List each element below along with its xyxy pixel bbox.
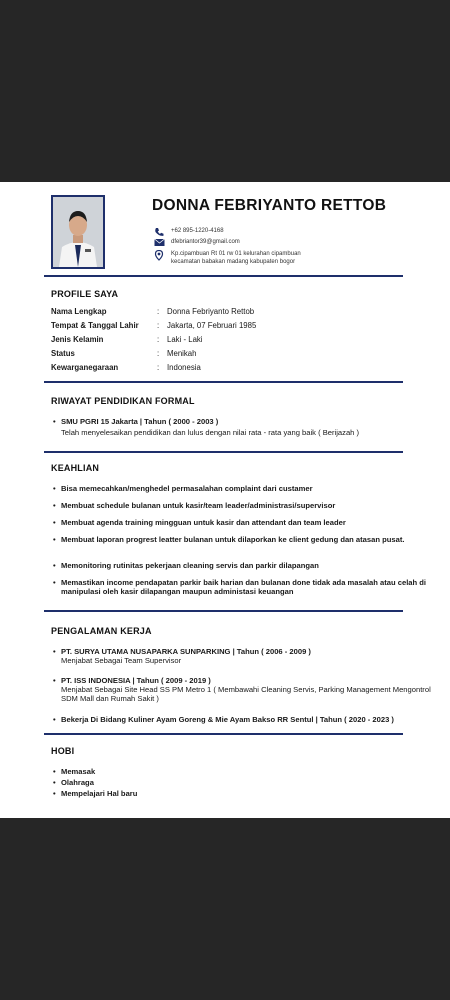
profile-label: Status <box>51 349 75 358</box>
profile-value: Indonesia <box>167 363 201 372</box>
resume-page <box>0 182 450 818</box>
email-icon <box>154 238 166 248</box>
bottom-dark-band <box>0 818 450 1000</box>
education-section-title: RIWAYAT PENDIDIKAN FORMAL <box>51 396 195 406</box>
profile-value: Jakarta, 07 Februari 1985 <box>167 321 257 330</box>
section-divider <box>44 733 403 735</box>
bullet-icon: • <box>53 715 56 724</box>
bullet-icon: • <box>53 561 56 570</box>
profile-label: Tempat & Tanggal Lahir <box>51 321 139 330</box>
profile-photo <box>51 195 105 269</box>
education-desc: Telah menyelesaikan pendidikan dan lulus dengan nilai rata - rata yang baik ( Berijazah ) <box>61 428 360 437</box>
full-name-heading: DONNA FEBRIYANTO RETTOB <box>152 197 387 214</box>
skill-text: Membuat schedule bulanan untuk kasir/team leader/administrasi/supervisor <box>61 501 336 510</box>
bullet-icon: • <box>53 578 56 587</box>
profile-value: Menikah <box>167 349 197 358</box>
skill-text: Memastikan income pendapatan parkir baik harian dan bulanan done tidak ada masalah atau celah di manipulasi oleh kasir dilapangan maupun administasi keuangan <box>61 578 427 596</box>
experience-section-title: PENGALAMAN KERJA <box>51 626 152 636</box>
profile-sep: : <box>157 335 160 344</box>
bullet-icon: • <box>53 535 56 544</box>
bullet-icon: • <box>53 767 56 776</box>
hobby-text: Olahraga <box>61 778 94 787</box>
phone-text: +62 895-1220-4168 <box>171 228 224 234</box>
experience-head: Bekerja Di Bidang Kuliner Ayam Goreng & Mie Ayam Bakso RR Sentul | Tahun ( 2020 - 2023 ) <box>61 715 394 724</box>
email-text: dfebriantor39@gmail.com <box>171 239 240 245</box>
hobby-text: Mempelajari Hal baru <box>61 789 138 798</box>
bullet-icon: • <box>53 647 56 656</box>
profile-sep: : <box>157 349 160 358</box>
bullet-icon: • <box>53 778 56 787</box>
section-divider <box>44 451 403 453</box>
bullet-icon: • <box>53 501 56 510</box>
skills-section-title: KEAHLIAN <box>51 463 100 473</box>
top-dark-band <box>0 0 450 182</box>
profile-value: Laki - Laki <box>167 335 203 344</box>
education-head: SMU PGRI 15 Jakarta | Tahun ( 2000 - 2003 ) <box>61 417 219 426</box>
skill-text: Membuat agenda training mingguan untuk kasir dan attendant dan team leader <box>61 518 346 527</box>
profile-sep: : <box>157 363 160 372</box>
profile-sep: : <box>157 321 160 330</box>
section-divider <box>44 381 403 383</box>
profile-value: Donna Febriyanto Rettob <box>167 307 255 316</box>
bullet-icon: • <box>53 484 56 493</box>
phone-icon <box>154 227 166 237</box>
address-line-1: Kp.cipambuan Rt 01 rw 01 kelurahan cipambuan <box>171 251 301 257</box>
bullet-icon: • <box>53 789 56 798</box>
experience-head: PT. ISS INDONESIA | Tahun ( 2009 - 2019 ) <box>61 676 211 685</box>
location-pin-icon <box>154 250 166 260</box>
experience-desc: Menjabat Sebagai Team Supervisor <box>61 656 182 665</box>
bullet-icon: • <box>53 417 56 426</box>
hobby-section-title: HOBI <box>51 746 75 756</box>
skill-text: Memonitoring rutinitas pekerjaan cleaning servis dan parkir dilapangan <box>61 561 319 570</box>
hobby-text: Memasak <box>61 767 96 776</box>
bullet-icon: • <box>53 518 56 527</box>
address-line-2: kecamatan babakan madang kabupaten bogor <box>171 259 296 265</box>
skill-text: Membuat laporan progrest leatter bulanan untuk dilaporkan ke client gedung dan atasan pusat. <box>61 535 405 544</box>
profile-label: Nama Lengkap <box>51 307 107 316</box>
profile-section-title: PROFILE SAYA <box>51 289 119 299</box>
skill-text: Bisa memecahkan/menghedel permasalahan complaint dari custamer <box>61 484 313 493</box>
section-divider <box>44 610 403 612</box>
bullet-icon: • <box>53 676 56 685</box>
experience-desc: Menjabat Sebagai Site Head SS PM Metro 1 ( Membawahi Cleaning Servis, Parking Management Mengontrol SDM Mall dan Rumah Sakit ) <box>61 685 431 703</box>
profile-label: Jenis Kelamin <box>51 335 104 344</box>
profile-label: Kewarganegaraan <box>51 363 119 372</box>
section-divider <box>44 275 403 277</box>
experience-head: PT. SURYA UTAMA NUSAPARKA SUNPARKING | Tahun ( 2006 - 2009 ) <box>61 647 311 656</box>
profile-sep: : <box>157 307 160 316</box>
